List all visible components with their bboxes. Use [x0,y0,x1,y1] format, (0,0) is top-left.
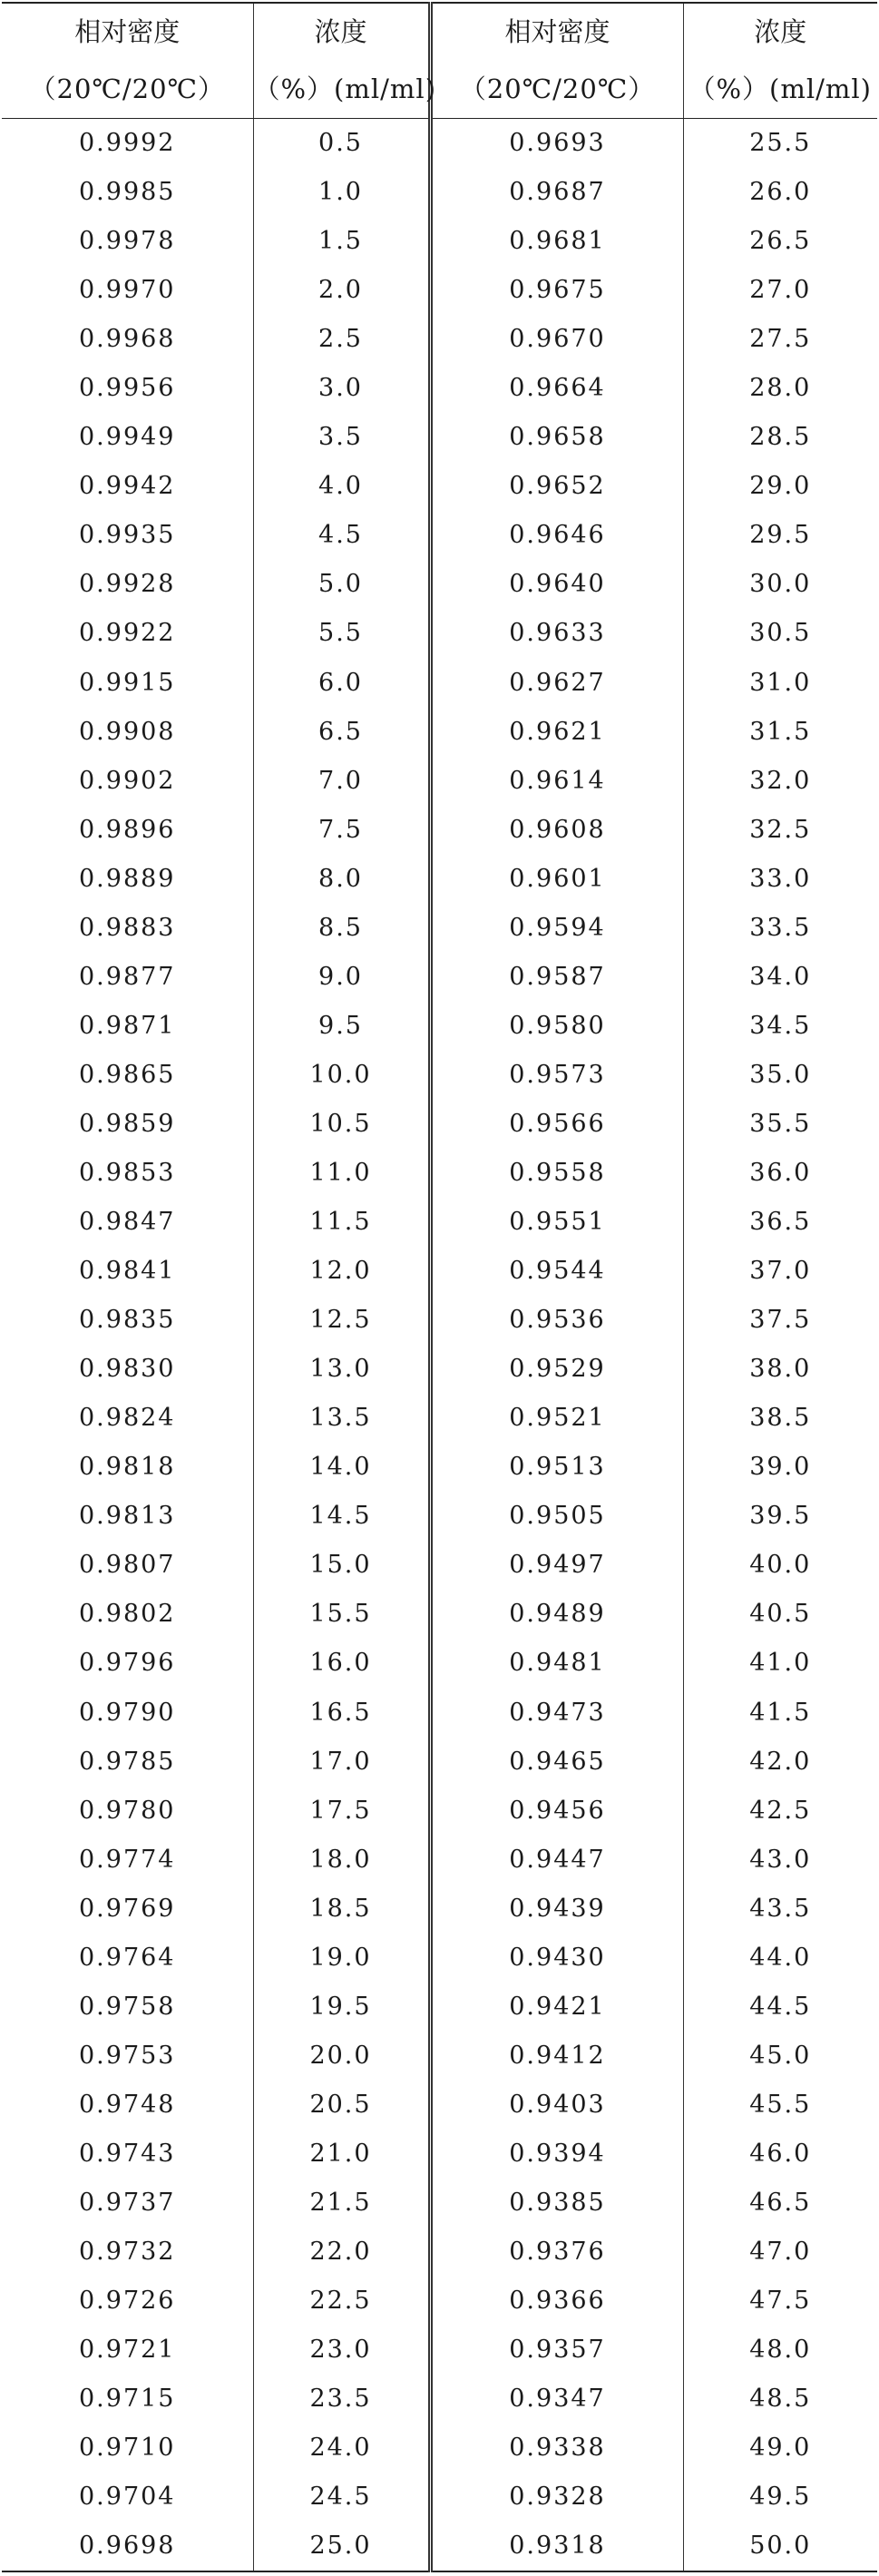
density-right-cell: 0.9465 [430,1738,683,1787]
density-right-cell: 0.9357 [430,2326,683,2375]
density-left-cell: 0.9726 [2,2277,253,2326]
density-right-cell: 0.9497 [430,1541,683,1590]
density-right-cell: 0.9675 [430,266,683,315]
concentration-left-cell: 19.0 [253,1934,430,1983]
concentration-left-cell: 4.0 [253,462,430,511]
table-row [2,1296,877,1345]
concentration-right-cell: 34.5 [749,1011,812,1040]
concentration-right-cell: 40.0 [749,1551,812,1580]
density-right-cell: 0.9421 [430,1983,683,2032]
concentration-left-cell: 8.0 [253,855,430,904]
density-right-cell: 0.9544 [430,1247,683,1296]
concentration-right-cell: 43.0 [749,1845,812,1874]
concentration-left-cell: 22.0 [253,2228,430,2277]
density-left-cell: 0.9715 [2,2375,253,2424]
concentration-left-cell: 0.5 [253,119,430,169]
table-row [2,1149,877,1198]
table-row [2,659,877,708]
density-right-cell: 0.9328 [430,2473,683,2522]
concentration-left-cell: 18.0 [253,1836,430,1885]
concentration-right-cell: 28.0 [749,374,812,403]
table-row [2,1983,877,2032]
concentration-right-cell: 33.5 [749,913,812,942]
concentration-right-cell: 37.5 [749,1306,812,1335]
density-left-cell: 0.9758 [2,1983,253,2032]
concentration-left-cell: 1.5 [253,217,430,266]
concentration-right-cell: 45.0 [749,2041,812,2070]
concentration-left-cell: 7.5 [253,806,430,855]
concentration-left-cell: 1.0 [253,168,430,217]
concentration-left-cell: 25.0 [253,2522,430,2571]
table-row [2,1002,877,1051]
density-right-cell: 0.9521 [430,1394,683,1443]
density-left-cell: 0.9807 [2,1541,253,1590]
concentration-right-cell: 39.5 [749,1502,812,1531]
table-row [2,1836,877,1885]
header-row-units [2,60,877,119]
concentration-right-cell: 25.5 [749,129,812,158]
concentration-left-cell: 13.0 [253,1345,430,1394]
concentration-left-cell: 24.0 [253,2424,430,2473]
density-left-cell: 0.9935 [2,511,253,560]
concentration-left-cell: 6.0 [253,659,430,708]
table-row [2,364,877,413]
concentration-left-cell: 9.0 [253,953,430,1002]
density-right-cell: 0.9601 [430,855,683,904]
concentration-right-cell: 41.5 [749,1698,812,1727]
density-right-cell: 0.9633 [430,609,683,658]
header-density-right: 相对密度 [430,3,683,60]
table-row [2,315,877,364]
density-left-cell: 0.9774 [2,1836,253,1885]
concentration-left-cell: 23.5 [253,2375,430,2424]
table-row [2,413,877,462]
density-right-cell: 0.9580 [430,1002,683,1051]
density-left-cell: 0.9835 [2,1296,253,1345]
density-left-cell: 0.9710 [2,2424,253,2473]
header-row-title [2,3,877,60]
table-row [2,2130,877,2179]
table-row [2,1541,877,1590]
table-row [2,2473,877,2522]
density-left-cell: 0.9790 [2,1689,253,1738]
density-right-cell: 0.9366 [430,2277,683,2326]
table-row [2,266,877,315]
concentration-right-cell: 49.5 [749,2483,812,2512]
density-right-cell: 0.9627 [430,659,683,708]
concentration-right-cell: 31.0 [749,668,812,697]
table-row [2,1247,877,1296]
concentration-left-cell: 2.5 [253,315,430,364]
density-right-cell: 0.9566 [430,1100,683,1149]
header-concentration-left: 浓度 [253,3,430,60]
density-left-cell: 0.9859 [2,1100,253,1149]
concentration-left-cell: 20.5 [253,2081,430,2130]
table-row [2,904,877,953]
density-left-cell: 0.9877 [2,953,253,1002]
density-right-cell: 0.9473 [430,1689,683,1738]
table-row [2,806,877,855]
density-left-cell: 0.9737 [2,2179,253,2228]
density-right-cell: 0.9447 [430,1836,683,1885]
concentration-right-cell: 26.5 [749,227,812,256]
density-right-cell: 0.9614 [430,757,683,806]
density-left-cell: 0.9841 [2,1247,253,1296]
concentration-right-cell: 28.5 [749,423,812,452]
concentration-right-cell: 47.5 [749,2287,812,2316]
density-right-cell: 0.9513 [430,1443,683,1492]
concentration-right-cell: 38.5 [749,1404,812,1433]
concentration-right-cell: 30.5 [749,619,812,648]
density-right-cell: 0.9347 [430,2375,683,2424]
table-row [2,1934,877,1983]
concentration-left-cell: 3.5 [253,413,430,462]
density-left-cell: 0.9853 [2,1149,253,1198]
concentration-right-cell: 44.5 [749,1992,812,2021]
density-left-cell: 0.9813 [2,1492,253,1541]
density-left-cell: 0.9992 [2,119,253,169]
table-row [2,2375,877,2424]
table-row [2,1345,877,1394]
density-right-cell: 0.9505 [430,1492,683,1541]
density-right-cell: 0.9430 [430,1934,683,1983]
concentration-left-cell: 24.5 [253,2473,430,2522]
concentration-right-cell: 31.5 [749,717,812,746]
table-row [2,2081,877,2130]
density-left-cell: 0.9908 [2,708,253,757]
concentration-left-cell: 6.5 [253,708,430,757]
density-left-cell: 0.9753 [2,2032,253,2081]
table-row [2,560,877,609]
concentration-right-cell: 36.5 [749,1208,812,1237]
table-row [2,2277,877,2326]
density-left-cell: 0.9865 [2,1051,253,1100]
concentration-left-cell: 15.0 [253,1541,430,1590]
density-right-cell: 0.9646 [430,511,683,560]
concentration-right-cell: 39.0 [749,1453,812,1482]
density-right-cell: 0.9687 [430,168,683,217]
density-right-cell: 0.9376 [430,2228,683,2277]
density-right-cell: 0.9412 [430,2032,683,2081]
table-row [2,708,877,757]
concentration-right-cell: 44.0 [749,1943,812,1972]
concentration-right-cell: 46.5 [749,2188,812,2217]
concentration-left-cell: 5.5 [253,609,430,658]
density-left-cell: 0.9769 [2,1885,253,1934]
concentration-left-cell: 17.0 [253,1738,430,1787]
density-right-cell: 0.9318 [430,2522,683,2571]
concentration-right-cell: 48.0 [749,2336,812,2365]
density-left-cell: 0.9764 [2,1934,253,1983]
table-row [2,855,877,904]
table-row [2,1394,877,1443]
density-left-cell: 0.9942 [2,462,253,511]
density-right-cell: 0.9385 [430,2179,683,2228]
concentration-right-cell: 42.0 [749,1747,812,1776]
concentration-right-cell: 48.5 [749,2385,812,2414]
density-left-cell: 0.9889 [2,855,253,904]
density-left-cell: 0.9956 [2,364,253,413]
table-body [2,119,877,2572]
concentration-left-cell: 17.5 [253,1787,430,1836]
concentration-right-cell: 36.0 [749,1159,812,1187]
concentration-right-cell: 37.0 [749,1257,812,1286]
density-right-cell: 0.9640 [430,560,683,609]
concentration-right-cell: 35.5 [749,1109,812,1138]
concentration-left-cell: 14.5 [253,1492,430,1541]
header-density-unit-left: （20℃/20℃） [2,60,253,119]
concentration-right-cell: 49.0 [749,2434,812,2463]
concentration-left-cell: 5.0 [253,560,430,609]
density-right-cell: 0.9529 [430,1345,683,1394]
density-right-cell: 0.9481 [430,1639,683,1688]
concentration-left-cell: 3.0 [253,364,430,413]
concentration-left-cell: 19.5 [253,1983,430,2032]
density-right-cell: 0.9681 [430,217,683,266]
concentration-left-cell: 4.5 [253,511,430,560]
concentration-left-cell: 2.0 [253,266,430,315]
concentration-right-cell: 32.5 [749,815,812,844]
density-left-cell: 0.9818 [2,1443,253,1492]
table-row [2,1639,877,1688]
concentration-right-cell: 42.5 [749,1796,812,1825]
concentration-right-cell: 35.0 [749,1060,812,1089]
concentration-left-cell: 16.0 [253,1639,430,1688]
concentration-right-cell: 45.5 [749,2090,812,2119]
density-left-cell: 0.9704 [2,2473,253,2522]
concentration-right-cell: 47.0 [749,2238,812,2267]
table-row [2,1100,877,1149]
density-left-cell: 0.9970 [2,266,253,315]
table-row [2,2179,877,2228]
concentration-left-cell: 15.5 [253,1590,430,1639]
concentration-right-cell: 50.0 [683,2522,877,2571]
table-row [2,1590,877,1639]
table-row [2,217,877,266]
density-right-cell: 0.9489 [430,1590,683,1639]
density-left-cell: 0.9968 [2,315,253,364]
density-left-cell: 0.9732 [2,2228,253,2277]
density-left-cell: 0.9883 [2,904,253,953]
concentration-right-cell: 34.0 [749,962,812,991]
table-row [2,1787,877,1836]
table-row [2,757,877,806]
density-left-cell: 0.9978 [2,217,253,266]
density-right-cell: 0.9658 [430,413,683,462]
table-row [2,462,877,511]
density-right-cell: 0.9403 [430,2081,683,2130]
density-concentration-table [2,2,877,2572]
concentration-right-cell: 26.0 [749,178,812,207]
concentration-right-cell: 29.5 [749,521,812,550]
density-left-cell: 0.9796 [2,1639,253,1688]
concentration-left-cell: 8.5 [253,904,430,953]
density-right-cell: 0.9439 [430,1885,683,1934]
concentration-left-cell: 21.5 [253,2179,430,2228]
density-left-cell: 0.9785 [2,1738,253,1787]
density-right-cell: 0.9621 [430,708,683,757]
density-right-cell: 0.9652 [430,462,683,511]
density-left-cell: 0.9748 [2,2081,253,2130]
concentration-left-cell: 12.5 [253,1296,430,1345]
concentration-left-cell: 18.5 [253,1885,430,1934]
concentration-left-cell: 11.5 [253,1198,430,1247]
density-right-cell: 0.9594 [430,904,683,953]
concentration-left-cell: 9.5 [253,1002,430,1051]
table-row [2,1885,877,1934]
density-right-cell: 0.9693 [430,119,683,169]
table-row [2,168,877,217]
concentration-right-cell: 29.0 [749,472,812,501]
table-row [2,1738,877,1787]
density-right-cell: 0.9551 [430,1198,683,1247]
concentration-right-cell: 46.0 [749,2139,812,2168]
table-row [2,1198,877,1247]
density-left-cell: 0.9743 [2,2130,253,2179]
density-right-cell: 0.9536 [430,1296,683,1345]
concentration-right-cell: 38.0 [749,1355,812,1384]
density-right-cell: 0.9670 [430,315,683,364]
header-concentration-right: 浓度 [683,3,877,60]
density-left-cell: 0.9896 [2,806,253,855]
table-row [2,1492,877,1541]
table-row [2,1443,877,1492]
concentration-right-cell: 41.0 [749,1649,812,1678]
concentration-left-cell: 14.0 [253,1443,430,1492]
density-left-cell: 0.9824 [2,1394,253,1443]
table-row [2,2424,877,2473]
concentration-right-cell: 33.0 [749,864,812,893]
concentration-left-cell: 7.0 [253,757,430,806]
concentration-left-cell: 10.5 [253,1100,430,1149]
density-left-cell: 0.9985 [2,168,253,217]
header-density-left: 相对密度 [2,3,253,60]
concentration-right-cell: 30.0 [749,570,812,599]
table-row [2,609,877,658]
header-concentration-unit-right: （%）(ml/ml) [683,60,877,119]
concentration-left-cell: 11.0 [253,1149,430,1198]
density-right-cell: 0.9587 [430,953,683,1002]
density-right-cell: 0.9573 [430,1051,683,1100]
density-left-cell: 0.9847 [2,1198,253,1247]
density-left-cell: 0.9902 [2,757,253,806]
concentration-left-cell: 13.5 [253,1394,430,1443]
density-left-cell: 0.9949 [2,413,253,462]
density-left-cell: 0.9780 [2,1787,253,1836]
concentration-right-cell: 27.0 [749,276,812,305]
density-right-cell: 0.9608 [430,806,683,855]
table-row [2,119,877,169]
table-row [2,2522,877,2571]
density-left-cell: 0.9721 [2,2326,253,2375]
table-row [2,2032,877,2081]
density-left-cell: 0.9830 [2,1345,253,1394]
concentration-left-cell: 20.0 [253,2032,430,2081]
concentration-left-cell: 12.0 [253,1247,430,1296]
header-concentration-unit-left: （%）(ml/ml) [253,60,430,119]
concentration-left-cell: 16.5 [253,1689,430,1738]
table-row [2,511,877,560]
concentration-left-cell: 22.5 [253,2277,430,2326]
concentration-left-cell: 21.0 [253,2130,430,2179]
density-right-cell: 0.9558 [430,1149,683,1198]
density-right-cell: 0.9664 [430,364,683,413]
density-left-cell: 0.9928 [2,560,253,609]
density-right-cell: 0.9394 [430,2130,683,2179]
density-right-cell: 0.9456 [430,1787,683,1836]
concentration-right-cell: 40.5 [749,1600,812,1629]
header-density-unit-right: （20℃/20℃） [430,60,683,119]
density-left-cell: 0.9698 [2,2522,253,2571]
table-header [2,3,877,119]
table-row [2,953,877,1002]
table-row [2,2228,877,2277]
table-row [2,2326,877,2375]
density-right-cell: 0.9338 [430,2424,683,2473]
density-left-cell: 0.9915 [2,659,253,708]
density-left-cell: 0.9922 [2,609,253,658]
table-row [2,1689,877,1738]
concentration-left-cell: 23.0 [253,2326,430,2375]
concentration-right-cell: 32.0 [749,766,812,795]
table-row [2,1051,877,1100]
concentration-right-cell: 27.5 [749,325,812,354]
density-left-cell: 0.9802 [2,1590,253,1639]
concentration-left-cell: 10.0 [253,1051,430,1100]
density-left-cell: 0.9871 [2,1002,253,1051]
concentration-right-cell: 43.5 [749,1894,812,1923]
